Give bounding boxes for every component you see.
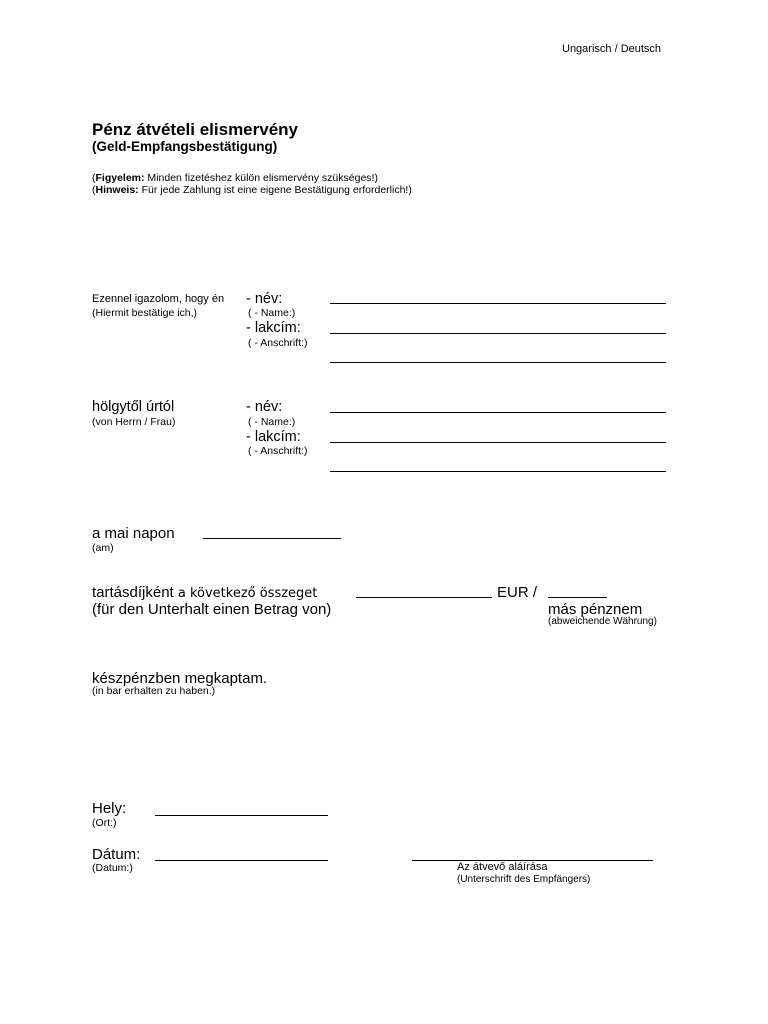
payer-from-de: (von Herrn / Frau) xyxy=(92,416,176,428)
payer-name-label: - név: xyxy=(246,399,283,415)
confirmer-intro-de: (Hiermit bestätige ich,) xyxy=(92,307,198,319)
other-currency-field[interactable] xyxy=(548,597,607,598)
confirmer-name-label-de: ( - Name:) xyxy=(248,307,296,319)
cash-received-label-de: (in bar erhalten zu haben.) xyxy=(92,685,216,697)
payer-address-label: - lakcím: xyxy=(246,429,301,445)
signature-label-de: (Unterschrift des Empfängers) xyxy=(457,874,591,885)
currency-label: EUR / xyxy=(497,584,538,601)
confirmer-name-field[interactable] xyxy=(330,303,666,304)
payer-from-hu: hölgytől úrtól xyxy=(92,399,175,415)
payer-name-field[interactable] xyxy=(330,412,666,413)
place-label: Hely: xyxy=(92,800,127,817)
payer-name-label-de: ( - Name:) xyxy=(248,416,296,428)
confirmer-address-field-line2[interactable] xyxy=(330,362,666,363)
payer-address-field[interactable] xyxy=(330,442,666,443)
note-german: (Hinweis: Für jede Zahlung ist eine eigene Bestätigung erforderlich!) xyxy=(92,184,412,196)
date-label: Dátum: xyxy=(92,846,141,863)
confirmer-address-label-de: ( - Anschrift:) xyxy=(248,337,308,349)
language-pair-label: Ungarisch / Deutsch xyxy=(562,43,662,55)
date-today-label: a mai napon xyxy=(92,525,175,542)
note-hungarian: (Figyelem: Minden fizetéshez külön elismervény szükséges!) xyxy=(92,172,378,184)
amount-field[interactable] xyxy=(356,597,492,598)
document-title: Pénz átvételi elismervény xyxy=(92,120,299,139)
date-label-de: (Datum:) xyxy=(92,862,133,874)
date-field[interactable] xyxy=(155,860,328,861)
date-today-field[interactable] xyxy=(203,538,341,539)
signature-label: Az átvevő aláírása xyxy=(457,861,548,873)
amount-label: tartásdíjként a következő összeget xyxy=(92,584,318,601)
other-currency-label-de: (abweichende Währung) xyxy=(548,616,657,627)
confirmer-address-field[interactable] xyxy=(330,333,666,334)
other-currency-label: más pénznem xyxy=(548,601,643,618)
amount-label-de: (für den Unterhalt einen Betrag von) xyxy=(92,601,332,618)
cash-received-label: készpénzben megkaptam. xyxy=(92,670,268,687)
place-label-de: (Ort:) xyxy=(92,817,117,829)
confirmer-name-label: - név: xyxy=(246,291,283,307)
confirmer-address-label: - lakcím: xyxy=(246,320,301,336)
date-today-label-de: (am) xyxy=(92,542,114,554)
payer-address-label-de: ( - Anschrift:) xyxy=(248,445,308,457)
confirmer-intro-hu: Ezennel igazolom, hogy én xyxy=(92,293,225,305)
payer-address-field-line2[interactable] xyxy=(330,471,666,472)
document-subtitle: (Geld-Empfangsbestätigung) xyxy=(92,139,278,154)
place-field[interactable] xyxy=(155,815,328,816)
